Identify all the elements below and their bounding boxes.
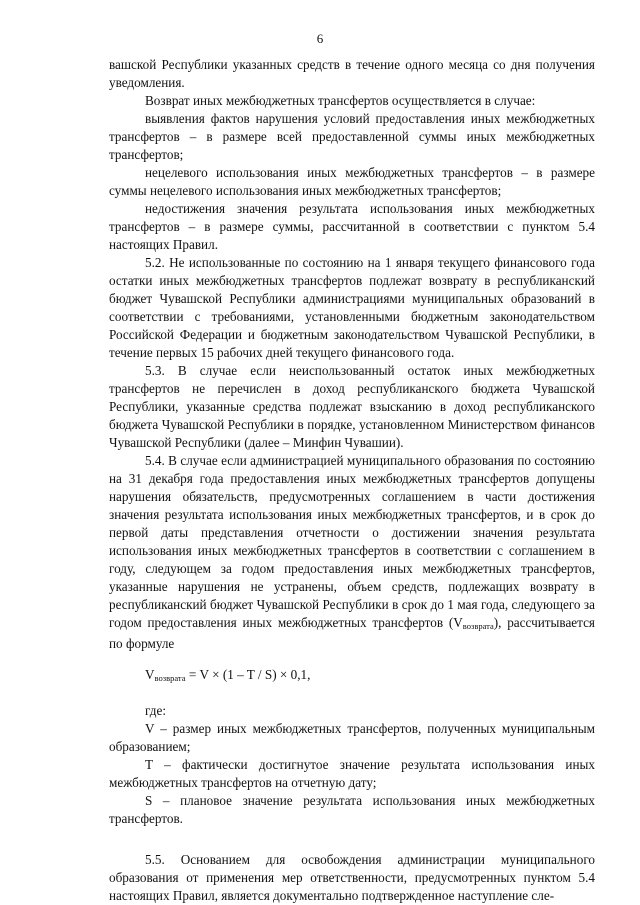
refund-variable: ($V_{возврата}$ <box>448 615 494 631</box>
clause-5-4-text: 5.4. В случае если администрацией муниципального образования по состоянию на 31 декабря года предоставления иных межбюджетных трансфертов допущены нарушения обязательств, предусмотренных соглашением в части достижения значения результата использования иных межбюджетных трансфертов, и в срок до первой даты представления отчетности о достижении значения результата использования иных межбюджетных трансфертов в соответствии с соглашением в году, следующем за годом предоставления иных межбюджетных трансфертов, указанные нарушения не устранены, объем средств, подлежащих возврату в республиканский бюджет Чувашской Республики в срок до 1 мая года, следующего за годом предоставления иных межбюджетных трансфертов <box>109 453 595 630</box>
definition-t: T – фактически достигнутое значение результата использования иных межбюджетных трансфертов на отчетную дату; <box>109 757 595 790</box>
clause-5-5: 5.5. Основанием для освобождения администрации муниципального образования от применения мер ответственности, предусмотренных пунктом 5.4 настоящих Правил, является документально подтвержденное наступление сле- <box>109 852 595 903</box>
page-number: 6 <box>316 31 324 46</box>
refund-formula: $V_{возврата} = V \times (1 - T / S) \times 0,1$, <box>145 667 311 683</box>
list-item: нецелевого использования иных межбюджетных трансфертов – в размере суммы нецелевого использования иных межбюджетных трансфертов; <box>109 165 595 198</box>
clause-5-3: 5.3. В случае если неиспользованный остаток иных межбюджетных трансфертов не перечислен в доход республиканского бюджета Чувашской Республики, указанные средства подлежат взысканию в доход республиканского бюджета Чувашской Республики в порядке, установленном Министерством финансов Чувашской Республики (далее – Минфин Чувашии). <box>109 363 595 450</box>
where-label: где: <box>145 703 166 718</box>
paragraph: вашской Республики указанных средств в течение одного месяца со дня получения уведомления. <box>109 57 595 90</box>
clause-5-2: 5.2. Не использованные по состоянию на 1 января текущего финансового года остатки иных межбюджетных трансфертов подлежат возврату в республиканский бюджет Чувашской Республики администрациями муниципальных образований в соответствии с требованиями, установленными бюджетным законодательством Российской Федерации и бюджетным законодательством Чувашской Республики, в течение первых 15 рабочих дней текущего финансового года. <box>109 255 595 360</box>
clause-5-4 <box>109 452 595 653</box>
clause-5-4-tail: ), рассчитывается по формуле <box>109 615 595 651</box>
list-item: выявления фактов нарушения условий предоставления иных межбюджетных трансфертов – в размере всей предоставленной суммы иных межбюджетных трансфертов; <box>109 111 595 162</box>
definition-s: S – плановое значение результата использования иных межбюджетных трансфертов. <box>109 793 595 826</box>
list-item: недостижения значения результата использования иных межбюджетных трансфертов – в размере суммы, рассчитанной в соответствии с пунктом 5.4 настоящих Правил. <box>109 201 595 252</box>
definition-v: V – размер иных межбюджетных трансфертов, полученных муниципальным образованием; <box>109 721 595 754</box>
paragraph: Возврат иных межбюджетных трансфертов осуществляется в случае: <box>145 93 536 108</box>
document-body <box>109 56 595 905</box>
